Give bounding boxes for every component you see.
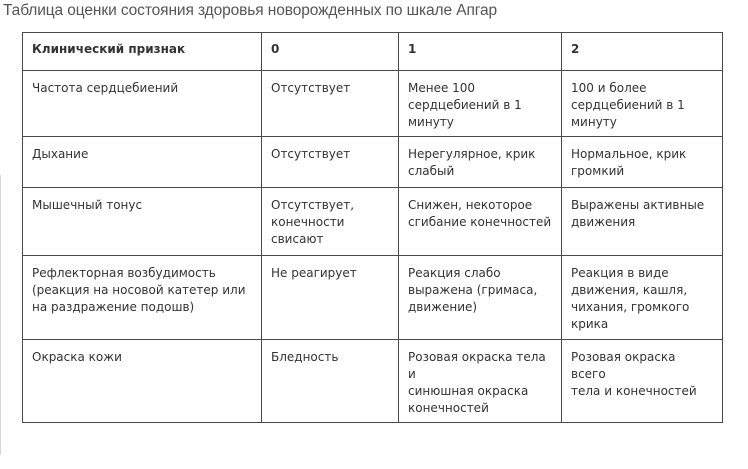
cell-score-1: Розовая окраска тела и синюшная окраска конечностей (399, 340, 562, 423)
table-row-skin-color (23, 340, 723, 423)
header-score-2: 2 (562, 33, 723, 71)
cell-sign: Мышечный тонус (23, 188, 262, 256)
cell-score-1: Снижен, некоторое сгибание конечностей (399, 188, 562, 256)
cell-score-1: Менее 100 сердцебиений в 1 минуту (399, 71, 562, 137)
table-row-heart-rate (23, 71, 723, 137)
table-row-breathing (23, 137, 723, 188)
cell-score-2: 100 и более сердцебиений в 1 минуту (562, 71, 723, 137)
cell-score-0: Не реагирует (262, 256, 399, 340)
cell-score-2: Выражены активные движения (562, 188, 723, 256)
cell-score-1: Реакция слабо выражена (гримаса, движение) (399, 256, 562, 340)
cell-score-0: Отсутствует (262, 137, 399, 188)
cell-sign: Частота сердцебиений (23, 71, 262, 137)
cell-sign: Окраска кожи (23, 340, 262, 423)
table-row-reflex (23, 256, 723, 340)
table-header-row (23, 33, 723, 71)
cell-score-0: Бледность (262, 340, 399, 423)
cell-sign: Рефлекторная возбудимость (реакция на носовой катетер или на раздражение подошв) (23, 256, 262, 340)
cell-score-2: Реакция в виде движения, кашля, чихания, громкого крика (562, 256, 723, 340)
cell-score-0: Отсутствует, конечности свисают (262, 188, 399, 256)
apgar-table (22, 32, 723, 423)
cell-sign: Дыхание (23, 137, 262, 188)
cell-score-2: Нормальное, крик громкий (562, 137, 723, 188)
cell-score-2: Розовая окраска всего тела и конечностей (562, 340, 723, 423)
cell-score-0: Отсутствует (262, 71, 399, 137)
cell-score-1: Нерегулярное, крик слабый (399, 137, 562, 188)
page-title: Таблица оценки состояния здоровья новорожденных по шкале Апгар (3, 2, 497, 19)
table-row-muscle-tone (23, 188, 723, 256)
header-score-0: 0 (262, 33, 399, 71)
left-divider (0, 175, 1, 455)
header-clinical-sign: Клинический признак (23, 33, 262, 71)
header-score-1: 1 (399, 33, 562, 71)
